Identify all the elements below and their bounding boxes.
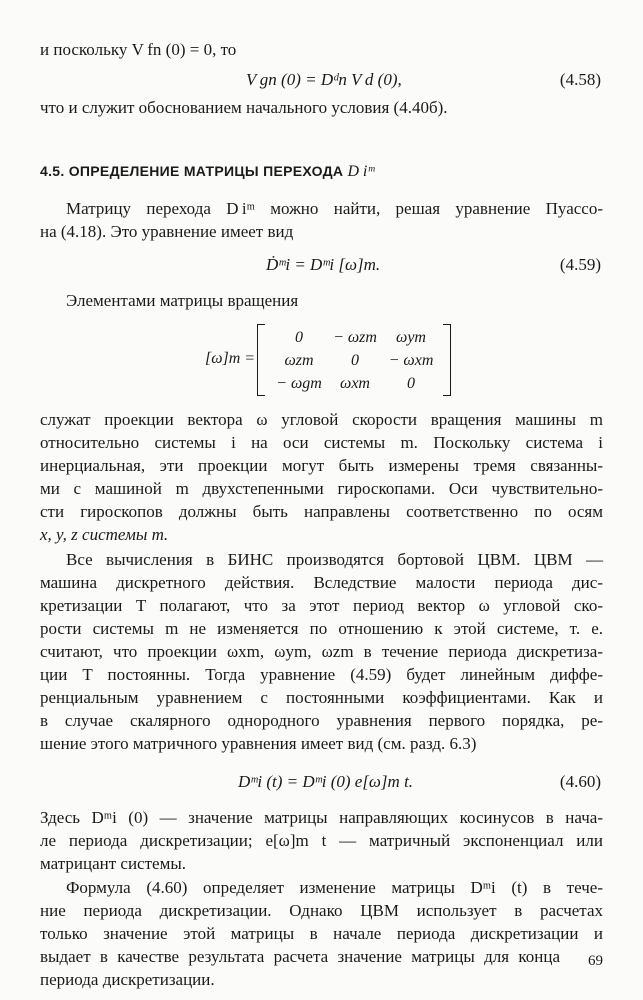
text-line: ми с машиной m двухстепенными гироскопами. Оси чувствительно- bbox=[40, 479, 603, 498]
rotation-matrix bbox=[205, 322, 455, 396]
text-line: служат проекции вектора ω угловой скорости вращения машины m bbox=[40, 410, 603, 429]
equation-number: (4.59) bbox=[559, 255, 601, 274]
section-heading bbox=[40, 160, 375, 183]
matrix-cell: − ωzm bbox=[333, 329, 377, 346]
page-number: 69 bbox=[588, 953, 603, 969]
text-line: ции T постоянны. Тогда уравнение (4.59) будет линейным диффе- bbox=[40, 665, 603, 684]
matrix-right-bracket bbox=[443, 324, 451, 396]
equation-4-58: V gn (0) = Dᵈn V d (0), bbox=[246, 70, 402, 89]
matrix-lhs: [ω]m = bbox=[205, 350, 256, 367]
matrix-cell: ωzm bbox=[284, 352, 314, 369]
text-line: x, y, z системы m. bbox=[40, 525, 169, 544]
section-heading-text: 4.5. ОПРЕДЕЛЕНИЕ МАТРИЦЫ ПЕРЕХОДА bbox=[40, 163, 344, 179]
section-heading-symbol: D iᵐ bbox=[347, 163, 375, 180]
text-line: Элементами матрицы вращения bbox=[66, 291, 299, 310]
text-line: периода дискретизации. bbox=[40, 970, 215, 989]
text-line: рости системы m не изменяется по отношению к этой системе, т. е. bbox=[40, 619, 603, 638]
matrix-cell: − ωxm bbox=[388, 352, 434, 369]
matrix-cell: ωxm bbox=[340, 375, 370, 392]
text-line: машина дискретного действия. Вследствие малости периода дис- bbox=[40, 573, 603, 592]
text-line: что и служит обоснованием начального условия (4.40б). bbox=[40, 98, 448, 117]
matrix-cell: ωym bbox=[396, 329, 426, 346]
matrix-cell: − ωgm bbox=[276, 375, 322, 392]
equation-number: (4.60) bbox=[559, 772, 601, 791]
equation-4-59: Ḋᵐi = Dᵐi [ω]m. bbox=[266, 255, 381, 274]
text-line: шение этого матричного уравнения имеет вид (см. разд. 6.3) bbox=[40, 734, 477, 753]
text-line: ние периода дискретизации. Однако ЦВМ использует в расчетах bbox=[40, 901, 603, 920]
equation-number: (4.58) bbox=[559, 70, 601, 89]
text-line: на (4.18). Это уравнение имеет вид bbox=[40, 222, 294, 241]
text-line: и поскольку V fn (0) = 0, то bbox=[40, 40, 237, 59]
text-line: матрицант системы. bbox=[40, 854, 186, 873]
text-line: ле периода дискретизации; e[ω]m t — матричный экспоненциал или bbox=[40, 831, 603, 850]
text-line: Формула (4.60) определяет изменение матрицы Dᵐi (t) в тече- bbox=[66, 878, 603, 897]
text-line: Матрицу перехода D iᵐ можно найти, решая уравнение Пуассо- bbox=[66, 199, 603, 218]
text-line: только значение этой матрицы в начале периода дискретизации и bbox=[40, 924, 603, 943]
matrix-cell: 0 bbox=[407, 375, 415, 392]
text-line: ренциальным уравнением с постоянными коэффициентами. Как и bbox=[40, 688, 603, 707]
matrix-left-bracket bbox=[257, 324, 265, 396]
matrix-cell: 0 bbox=[351, 352, 359, 369]
text-line: инерциальная, эти проекции могут быть измерены тремя связанны- bbox=[40, 456, 603, 475]
equation-4-60: Dᵐi (t) = Dᵐi (0) e[ω]m t. bbox=[238, 772, 414, 791]
matrix-cell: 0 bbox=[295, 329, 303, 346]
text-line: относительно системы i на оси системы m. Поскольку система i bbox=[40, 433, 603, 452]
text-line: кретизации T полагают, что за этот период вектор ω угловой ско- bbox=[40, 596, 603, 615]
text-line: в случае скалярного однородного уравнения первого порядка, ре- bbox=[40, 711, 603, 730]
text-line: сти гироскопов должны быть направлены соответственно по осям bbox=[40, 502, 603, 521]
text-line: Здесь Dᵐi (0) — значение матрицы направляющих косинусов в нача- bbox=[40, 808, 603, 827]
text-line: считают, что проекции ωxm, ωym, ωzm в течение периода дискретиза- bbox=[40, 642, 603, 661]
text-line: выдает в качестве результата расчета значение матрицы для конца bbox=[40, 947, 560, 966]
text-line: Все вычисления в БИНС производятся бортовой ЦВМ. ЦВМ — bbox=[66, 550, 603, 569]
